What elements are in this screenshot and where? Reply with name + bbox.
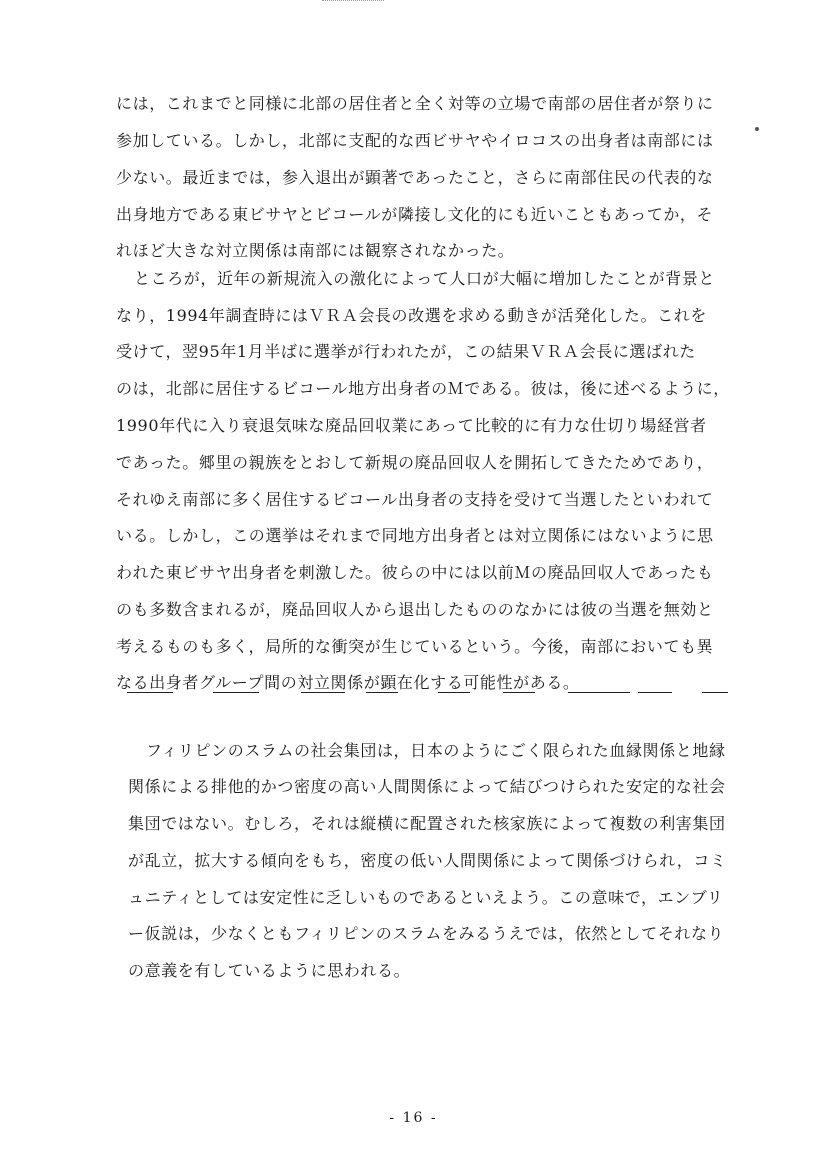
divider-segment [301,692,345,693]
text-line: には，これまでと同様に北部の居住者と全く対等の立場で南部の居住者が祭りに [116,94,714,113]
text-line: 参加している。しかし，北部に支配的な西ビサヤやイロコスの出身者は南部には [116,131,714,150]
text-line: 少ない。最近までは，参入退出が顕著であったこと，さらに南部住民の代表的な [116,168,714,187]
divider-segment [638,692,672,693]
text-line: 1990年代に入り衰退気味な廃品回収業にあって比較的に有力な仕切り場経営者 [116,416,707,435]
text-line: 考えるものも多く，局所的な衝突が生じているという。今後，南部においても異 [116,637,714,656]
text-line: いる。しかし，この選挙はそれまで同地方出身者とは対立関係にはないように思 [116,526,714,545]
text-line: ュニティとしては安定性に乏しいものであるといえよう。この意味で，エンブリ [128,888,724,907]
text-line: フィリピンのスラムの社会集団は，日本のようにごく限られた血縁関係と地縁 [146,741,726,760]
text-line: ところが，近年の新規流入の激化によって人口が大幅に増加したことが背景と [134,269,716,288]
text-line: れほど大きな対立関係は南部には観察されなかった。 [116,241,515,260]
text-line: われた東ビサヤ出身者を刺激した。彼らの中には以前Ｍの廃品回収人であったも [116,563,714,582]
divider-segment [127,692,173,693]
divider-segment [366,692,398,693]
divider-segment [568,692,630,693]
text-line: 関係による排他的かつ密度の高い人間関係によって結びつけられた安定的な社会 [128,777,726,796]
text-line: 集団ではない。むしろ，それは縦横に配置された核家族によって複数の利害集団 [128,814,726,833]
text-line: が乱立，拡大する傾向をもち，密度の低い人間関係によって関係づけられ，コミ [128,851,727,870]
text-line: のは，北部に居住するビコール地方出身者のＭである。彼は，後に述べるように， [116,379,730,398]
scan-mark [322,0,384,4]
text-line: のも多数含まれるが，廃品回収人から退出したもののなかには彼の当選を無効と [116,600,714,619]
scan-dot [755,127,759,131]
page-number: - 16 - [389,1110,438,1126]
text-line: であった。郷里の親族をとおして新規の廃品回収人を開拓してきたためであり， [116,453,714,472]
text-line: なる出身者グループ間の対立関係が顕在化する可能性がある。 [116,673,580,692]
text-line: の意義を有しているように思われる。 [128,961,411,980]
divider-segment [213,692,259,693]
divider-segment [438,692,470,693]
text-line: 出身地方である東ビサヤとビコールが隣接し文化的にも近いこともあってか，そ [116,205,714,224]
text-line: ー仮説は，少なくともフィリピンのスラムをみるうえでは，依然としてそれなり [128,924,725,943]
divider-segment [702,692,728,693]
text-line: なり，1994年調査時にはＶＲＡ会長の改選を求める動きが活発化した。これを [116,306,707,325]
divider-segment [503,692,535,693]
text-line: それゆえ南部に多く居住するビコール出身者の支持を受けて当選したといわれて [116,490,714,509]
text-line: 受けて，翌95年1月半ばに選挙が行われたが，この結果ＶＲＡ会長に選ばれた [116,342,696,361]
